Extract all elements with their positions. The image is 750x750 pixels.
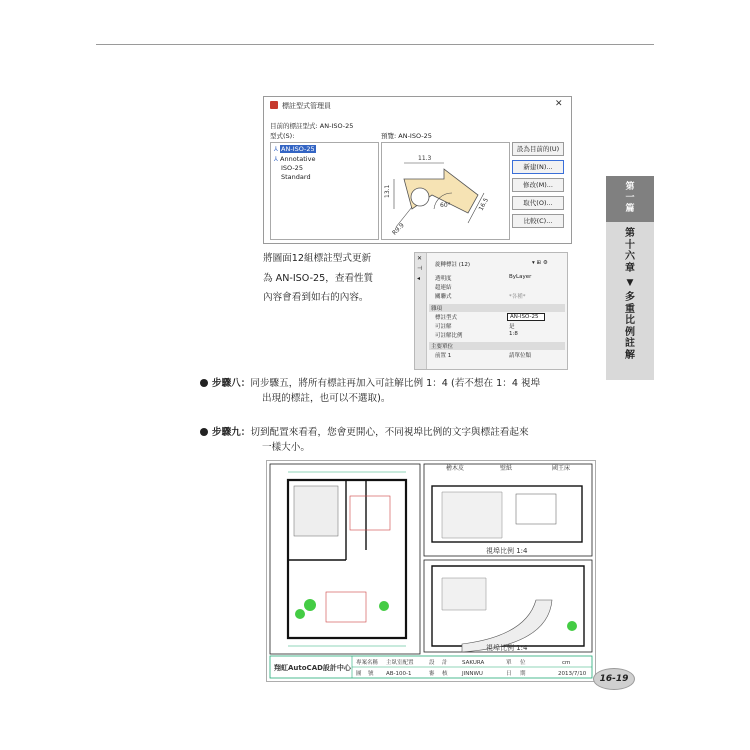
modify-style-button[interactable]: 修改(M)... [512,178,564,192]
herringbone-floor [442,578,486,610]
override-style-button[interactable]: 取代(O)... [512,196,564,210]
menu-icon[interactable]: ◂ [417,275,421,282]
section-label: 雜項 [431,306,443,312]
style-list-item[interactable]: Standard [281,173,311,181]
style-list[interactable] [270,142,379,240]
styles-label: 型式(S): [270,132,295,140]
pin-icon[interactable]: ⊣ [417,265,423,272]
intro-line: 將圖面12組標註型式更新 [263,253,372,264]
section-label: 主要單位 [431,344,454,350]
title-cell: JINNWU [462,671,483,677]
title-cell: cm [562,660,571,666]
preview-dim-label: R9.9 [391,222,406,237]
step-text: 同步驟五，將所有標註再加入可註解比例 1：4 (若不想在 1：4 視埠 [250,378,541,389]
dialog-title: 標註型式管理員 [282,102,331,110]
desk-area [294,486,338,536]
preview-dim-label: 11.3 [418,155,432,162]
title-cell: 2013/7/10 [558,671,587,677]
title-cell: 圖 [356,671,362,677]
property-row[interactable] [429,274,565,282]
triangle-down-icon: ▼ [626,278,634,288]
step-eight-cont: 出現的標註，也可以不選取)。 [262,393,391,404]
callout-label: 檜木皮 [446,465,465,472]
dialog-titlebar [264,97,571,113]
app-icon [270,101,278,109]
viewport-scale-label: 視埠比例 1:4 [486,547,528,555]
title-cell: 核 [442,671,448,677]
callout-label: 壁紙 [500,465,513,472]
title-cell: 審 [429,671,435,677]
intro-line: 為 AN-ISO-25，查看性質 [263,273,374,284]
title-cell: AB-100-1 [386,671,412,677]
title-cell: SAKURA [462,660,485,666]
property-key: 超連結 [435,285,452,291]
chevron-down-icon[interactable]: ▾ ⊞ ⚙ [532,260,548,266]
step-nine-cont: 一樣大小。 [262,442,310,453]
property-value: 請單位類 [509,353,532,359]
chapter-label: 第十六章 [625,228,635,274]
preview-drawing [382,143,509,239]
title-cell: 位 [520,660,526,666]
title-cell: 期 [520,671,526,677]
plant [567,621,577,631]
herringbone-panel [442,492,502,538]
preview-dim-label: 16.5 [477,196,491,212]
property-section[interactable] [429,342,565,350]
property-section[interactable] [429,304,565,312]
step-label: 步驟八： [212,378,251,389]
callout-label: 國王床 [552,465,571,472]
title-cell: 日 [506,671,512,677]
set-current-button[interactable]: 設為目前的(U) [512,142,564,156]
bullet-icon [200,379,208,387]
properties-palette [414,252,568,370]
header-rule [96,44,654,45]
dimension-style-dialog [263,96,572,244]
property-row[interactable] [429,331,565,339]
part-label: 第一篇 [625,182,635,214]
close-icon[interactable]: ✕ [417,255,423,262]
title-cell: 號 [368,671,374,677]
title-block-company: 翔虹AutoCAD設計中心 [274,664,351,672]
layout-drawing [266,460,596,682]
property-row[interactable] [429,313,565,321]
property-key: 關聯式 [435,294,452,300]
property-key: 透明度 [435,276,452,282]
plant [379,601,389,611]
palette-strip [415,253,427,369]
close-icon[interactable]: ✕ [555,99,563,109]
property-key: 標註型式 [435,315,458,321]
property-row[interactable] [429,292,565,300]
property-row[interactable] [429,283,565,291]
style-preview [381,142,510,240]
compare-style-button[interactable]: 比較(C)... [512,214,564,228]
property-value: 1:8 [509,331,518,337]
property-key: 前置 1 [435,353,452,359]
property-key: 可註解 [435,324,452,330]
step-text: 切到配置來看看，您會更開心，不同視埠比例的文字與標註看起來 [250,427,529,438]
preview-dim-label: 13.1 [384,184,391,198]
property-value: AN-ISO-25 [507,313,545,321]
new-style-button[interactable]: 新建(N)... [512,160,564,174]
preview-label: 預覽: AN-ISO-25 [381,132,432,140]
property-value: 是 [509,324,515,330]
property-key: 可註解比例 [435,333,463,339]
plant [304,599,316,611]
plant [295,609,305,619]
property-row[interactable] [429,351,565,359]
property-row[interactable] [429,322,565,330]
title-cell: 主臥室配置 [386,660,414,666]
current-style-label: 目前的標註型式: AN-ISO-25 [270,122,354,130]
title-cell: 單 [506,660,512,666]
preview-dim-label: 60° [440,202,451,209]
intro-line: 內容會看到如右的內容。 [263,292,369,303]
title-cell: 計 [442,660,448,666]
step-label: 步驟九： [212,427,251,438]
style-list-item[interactable]: ⅄ AN-ISO-25 [274,145,315,153]
step-eight [200,376,540,391]
topic-label: 多重比例註解 [625,292,635,361]
property-value: *各種* [509,294,526,300]
chapter-tab [606,222,654,380]
style-list-item[interactable]: ⅄ Annotative [274,155,316,163]
selection-dropdown[interactable] [429,260,565,268]
part-tab [606,176,654,222]
title-cell: 專案名稱 [356,660,379,666]
viewport-scale-label: 視埠比例 1:4 [486,644,528,652]
bullet-icon [200,428,208,436]
page-number: 16-19 [593,668,635,690]
step-nine [200,425,529,440]
property-value: ByLayer [509,274,532,280]
style-list-item[interactable]: ISO-25 [281,164,303,172]
title-cell: 設 [429,660,435,666]
selection-label: 旋轉標註 (12) [435,262,471,268]
